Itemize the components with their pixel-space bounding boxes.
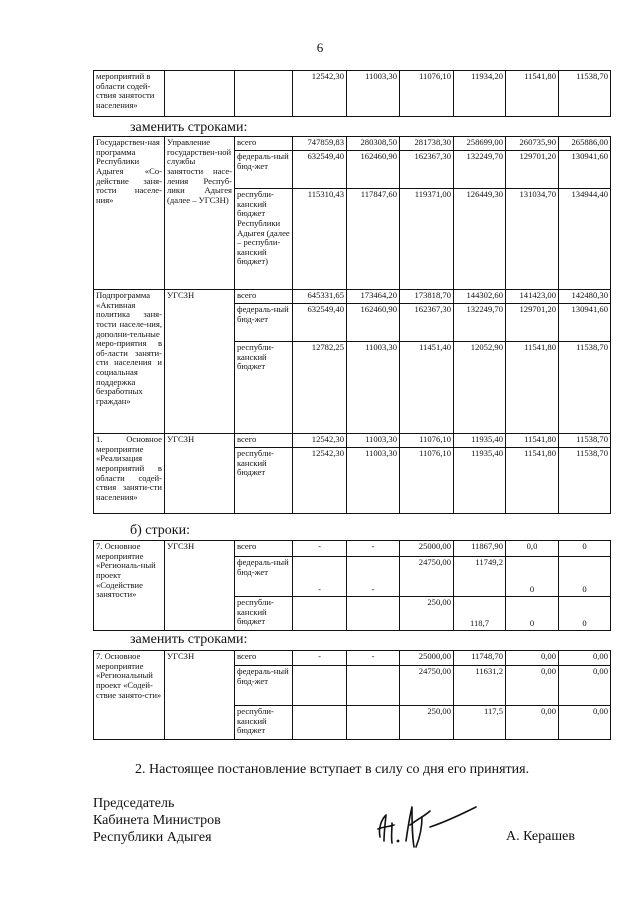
value-cell: 12542,30 bbox=[293, 448, 347, 514]
source-label: федераль-ный бюд-жет bbox=[235, 557, 293, 597]
heading-replace-1: заменить строками: bbox=[130, 120, 248, 135]
value-cell bbox=[347, 706, 400, 740]
value-cell: - bbox=[347, 557, 400, 597]
value-cell: 0,00 bbox=[559, 666, 611, 706]
value-cell: 632549,40 bbox=[293, 151, 347, 189]
value-cell bbox=[293, 706, 347, 740]
row-name: Государствен-ная программа Республики Адыгея «Со-действие заня-тости населе-ния» bbox=[94, 137, 165, 290]
value-cell: 118,7 bbox=[454, 597, 506, 631]
value-cell: 162367,30 bbox=[400, 151, 454, 189]
row-name: мероприятий в области содей-ствия занятости населения» bbox=[94, 71, 165, 117]
value-cell: 0,00 bbox=[506, 651, 559, 666]
value-cell: 0 bbox=[559, 557, 611, 597]
value-cell: 24750,00 bbox=[400, 557, 454, 597]
row-name: 1. Основное мероприятие «Реализация мероприятий в области содей-ствия заняти-сти населения» bbox=[94, 434, 165, 514]
value-cell: - bbox=[293, 651, 347, 666]
value-cell: 250,00 bbox=[400, 597, 454, 631]
source-label: федераль-ный бюд-жет bbox=[235, 151, 293, 189]
value-cell: 747859,83 bbox=[293, 137, 347, 151]
value-cell: 645331,65 bbox=[293, 290, 347, 304]
value-cell: 11748,70 bbox=[454, 651, 506, 666]
value-cell: 0,00 bbox=[559, 706, 611, 740]
source-label: всего bbox=[235, 290, 293, 304]
value-cell: 12542,30 bbox=[293, 434, 347, 448]
value-cell: 115310,43 bbox=[293, 189, 347, 290]
value-cell: 11935,40 bbox=[454, 448, 506, 514]
source-label: всего bbox=[235, 137, 293, 151]
value-cell: - bbox=[293, 541, 347, 557]
value-cell: 131034,70 bbox=[506, 189, 559, 290]
value-cell: 11934,20 bbox=[454, 71, 506, 117]
value-cell: 11749,2 bbox=[454, 557, 506, 597]
value-cell: 258699,00 bbox=[454, 137, 506, 151]
table-fragment-top bbox=[93, 70, 611, 117]
value-cell: 0,00 bbox=[506, 666, 559, 706]
row-name: 7. Основное мероприятие «Региональ-ный проект «Содействие занятости» bbox=[94, 541, 165, 631]
value-cell: 24750,00 bbox=[400, 666, 454, 706]
source-label: всего bbox=[235, 541, 293, 557]
value-cell: 173464,20 bbox=[347, 290, 400, 304]
value-cell: 11076,10 bbox=[400, 434, 454, 448]
value-cell: 117847,60 bbox=[347, 189, 400, 290]
value-cell: 0 bbox=[559, 541, 611, 557]
row-executor: УГСЗН bbox=[165, 290, 235, 434]
value-cell: 132249,70 bbox=[454, 151, 506, 189]
value-cell: 162460,90 bbox=[347, 304, 400, 342]
value-cell: 0,0 bbox=[506, 541, 559, 557]
value-cell: 130941,60 bbox=[559, 151, 611, 189]
source-label: республи-канский бюджет Республики Адыгея (далее – республи-канский бюджет) bbox=[235, 189, 293, 290]
value-cell: 11541,80 bbox=[506, 448, 559, 514]
source-label: республи-канский бюджет bbox=[235, 448, 293, 514]
value-cell: 141423,00 bbox=[506, 290, 559, 304]
page-number: 6 bbox=[316, 40, 324, 55]
value-cell: 260735,90 bbox=[506, 137, 559, 151]
row-executor: УГСЗН bbox=[165, 541, 235, 631]
value-cell bbox=[293, 666, 347, 706]
row-name: Подпрограмма «Активная политика заня-тости населе-ния, дополни-тельные меро-приятия в об-ласти заняти-сти населения и социальная поддержка безработных граждан» bbox=[94, 290, 165, 434]
value-cell: 12052,90 bbox=[454, 342, 506, 434]
value-cell: 117,5 bbox=[454, 706, 506, 740]
value-cell: 250,00 bbox=[400, 706, 454, 740]
heading-b: б) строки: bbox=[130, 523, 190, 538]
value-cell: 11867,90 bbox=[454, 541, 506, 557]
value-cell: 11076,10 bbox=[400, 448, 454, 514]
value-cell: 11451,40 bbox=[400, 342, 454, 434]
value-cell: 173818,70 bbox=[400, 290, 454, 304]
value-cell: - bbox=[347, 651, 400, 666]
value-cell: 12782,25 bbox=[293, 342, 347, 434]
value-cell: 280308,50 bbox=[347, 137, 400, 151]
value-cell bbox=[347, 666, 400, 706]
value-cell: 25000,00 bbox=[400, 541, 454, 557]
value-cell: 25000,00 bbox=[400, 651, 454, 666]
value-cell bbox=[347, 597, 400, 631]
value-cell: 11538,70 bbox=[559, 342, 611, 434]
value-cell: 129701,20 bbox=[506, 304, 559, 342]
source-label: всего bbox=[235, 434, 293, 448]
table-replacement-b bbox=[93, 650, 611, 740]
table-replacement-main bbox=[93, 136, 611, 514]
source-label: федераль-ный бюд-жет bbox=[235, 304, 293, 342]
row-executor: Управление государствен-ной службы занятости насе-ления Респуб-лики Адыгея (далее – УГСЗН) bbox=[165, 137, 235, 290]
value-cell: 162367,30 bbox=[400, 304, 454, 342]
value-cell: 0,00 bbox=[559, 651, 611, 666]
value-cell: 134944,40 bbox=[559, 189, 611, 290]
row-executor: УГСЗН bbox=[165, 434, 235, 514]
value-cell: 0 bbox=[559, 597, 611, 631]
value-cell: 632549,40 bbox=[293, 304, 347, 342]
source-label: республи-канский бюджет bbox=[235, 597, 293, 631]
value-cell: 0,00 bbox=[506, 706, 559, 740]
value-cell: 265886,00 bbox=[559, 137, 611, 151]
value-cell: 11538,70 bbox=[559, 71, 611, 117]
value-cell: 144302,60 bbox=[454, 290, 506, 304]
value-cell: 11538,70 bbox=[559, 448, 611, 514]
value-cell: 130941,60 bbox=[559, 304, 611, 342]
value-cell: - bbox=[347, 541, 400, 557]
value-cell: 11003,30 bbox=[347, 342, 400, 434]
value-cell: 119371,00 bbox=[400, 189, 454, 290]
value-cell: 11003,30 bbox=[347, 434, 400, 448]
table-lines-b bbox=[93, 540, 611, 631]
value-cell: 11003,30 bbox=[347, 448, 400, 514]
value-cell: 11538,70 bbox=[559, 434, 611, 448]
row-name: 7. Основное мероприятие «Региональный проект «Содей-ствие занято-сти» bbox=[94, 651, 165, 740]
heading-replace-2: заменить строками: bbox=[130, 632, 248, 647]
value-cell: 12542,30 bbox=[293, 71, 347, 117]
value-cell: 11003,30 bbox=[347, 71, 400, 117]
value-cell: 129701,20 bbox=[506, 151, 559, 189]
value-cell bbox=[293, 597, 347, 631]
signature-title-line-2: Кабинета Министров bbox=[93, 813, 221, 828]
value-cell: 0 bbox=[506, 597, 559, 631]
value-cell: 11631,2 bbox=[454, 666, 506, 706]
signature-title bbox=[93, 795, 221, 846]
value-cell: 0 bbox=[506, 557, 559, 597]
signature-title-line-1: Председатель bbox=[93, 796, 175, 811]
source-label: республи-канский бюджет bbox=[235, 706, 293, 740]
source-label: всего bbox=[235, 651, 293, 666]
value-cell: 11076,10 bbox=[400, 71, 454, 117]
value-cell: 11935,40 bbox=[454, 434, 506, 448]
value-cell: 11541,80 bbox=[506, 434, 559, 448]
value-cell: 11541,80 bbox=[506, 71, 559, 117]
value-cell: 132249,70 bbox=[454, 304, 506, 342]
value-cell: 126449,30 bbox=[454, 189, 506, 290]
signature-title-line-3: Республики Адыгея bbox=[93, 830, 212, 845]
value-cell: 162460,90 bbox=[347, 151, 400, 189]
signature-name: А. Керашев bbox=[506, 829, 575, 844]
value-cell: 11541,80 bbox=[506, 342, 559, 434]
value-cell: - bbox=[293, 557, 347, 597]
handwritten-signature bbox=[372, 797, 482, 857]
value-cell: 142480,30 bbox=[559, 290, 611, 304]
source-label: федераль-ный бюд-жет bbox=[235, 666, 293, 706]
source-label: республи-канский бюджет bbox=[235, 342, 293, 434]
paragraph-2: 2. Настоящее постановление вступает в силу со дня его принятия. bbox=[135, 762, 530, 777]
value-cell: 281738,30 bbox=[400, 137, 454, 151]
row-executor: УГСЗН bbox=[165, 651, 235, 740]
